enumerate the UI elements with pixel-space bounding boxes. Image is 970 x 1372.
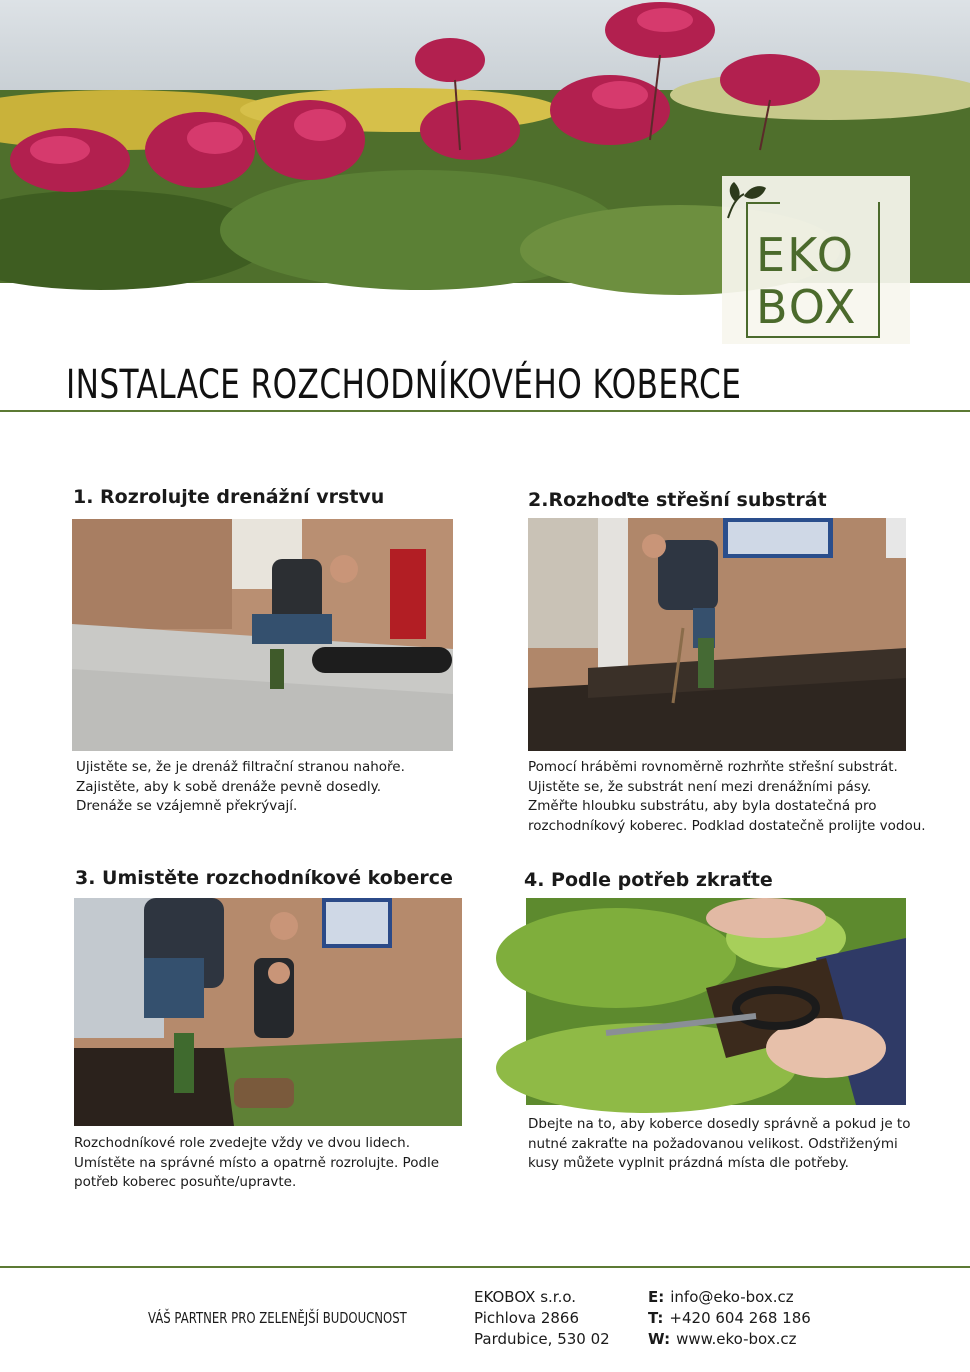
page-title: INSTALACE ROZCHODNÍKOVÉHO KOBERCE [66, 362, 742, 408]
step-3-text [74, 1134, 439, 1193]
step-3-line: potřeb koberec posuňte/upravte. [74, 1174, 297, 1190]
step-4-photo [526, 898, 906, 1105]
footer-divider [0, 1266, 970, 1268]
step-4-title: 4. Podle potřeb zkraťte [524, 869, 773, 891]
footer-address [474, 1287, 610, 1350]
step-2-text [528, 758, 926, 836]
brand-logo [722, 176, 910, 344]
step-2-line: Ujistěte se, že substrát není mezi drenážními pásy. [528, 778, 872, 795]
contact-phone-link[interactable]: +420 604 268 186 [669, 1309, 811, 1327]
contact-email-link[interactable]: info@eko-box.cz [670, 1288, 794, 1306]
step-2-photo [528, 518, 906, 751]
step-4-line: Dbejte na to, aby koberce dosedly správně a pokud je to [528, 1116, 911, 1132]
step-1-photo [72, 519, 453, 751]
contact-web-label: W: [648, 1330, 671, 1348]
footer-slogan: VÁŠ PARTNER PRO ZELENĚJŠÍ BUDOUCNOST [148, 1309, 407, 1327]
footer-contacts [648, 1287, 811, 1350]
title-divider [0, 410, 970, 412]
logo-word-box: BOX [756, 280, 858, 334]
step-3-line: Rozchodníkové role zvedejte vždy ve dvou lidech. [74, 1135, 410, 1151]
step-2-line: Změřte hloubku substrátu, aby byla dostatečná pro [528, 798, 877, 814]
step-4-text [528, 1115, 910, 1174]
step-3-line: Umístěte na správné místo a opatrně rozrolujte. Podle [74, 1154, 440, 1171]
step-1-line: Drenáže se vzájemně překrývají. [76, 798, 298, 814]
contact-email [648, 1287, 811, 1308]
contact-phone-label: T: [648, 1309, 664, 1327]
step-3-title: 3. Umistěte rozchodníkové koberce [75, 867, 453, 889]
step-4-line: nutné zakraťte na požadovanou velikost. Odstřiženými [528, 1135, 898, 1152]
logo-word-eko: EKO [756, 228, 855, 282]
step-1-title: 1. Rozrolujte drenážní vrstvu [73, 486, 385, 508]
step-2-line: Pomocí hráběmi rovnoměrně rozhrňte střešní substrát. [528, 759, 898, 775]
contact-phone [648, 1308, 811, 1329]
step-1-line: Zajistěte, aby k sobě drenáže pevně dosedly. [76, 778, 382, 795]
step-1-text [76, 758, 405, 817]
step-1-line: Ujistěte se, že je drenáž filtrační stranou nahoře. [76, 759, 405, 775]
step-3-photo [74, 898, 462, 1126]
step-2-title: 2.Rozhoďte střešní substrát [528, 489, 827, 511]
contact-email-label: E: [648, 1288, 665, 1306]
step-2-line: rozchodníkový koberec. Podklad dostatečně prolijte vodou. [528, 817, 926, 834]
contact-web [648, 1329, 811, 1350]
contact-web-link[interactable]: www.eko-box.cz [676, 1330, 797, 1348]
address-line: Pichlova 2866 [474, 1309, 579, 1327]
step-4-line: kusy můžete vyplnit prázdná místa dle potřeby. [528, 1155, 849, 1171]
address-line: EKOBOX s.r.o. [474, 1288, 577, 1306]
address-line: Pardubice, 530 02 [474, 1330, 610, 1348]
hero-photo [0, 0, 970, 334]
